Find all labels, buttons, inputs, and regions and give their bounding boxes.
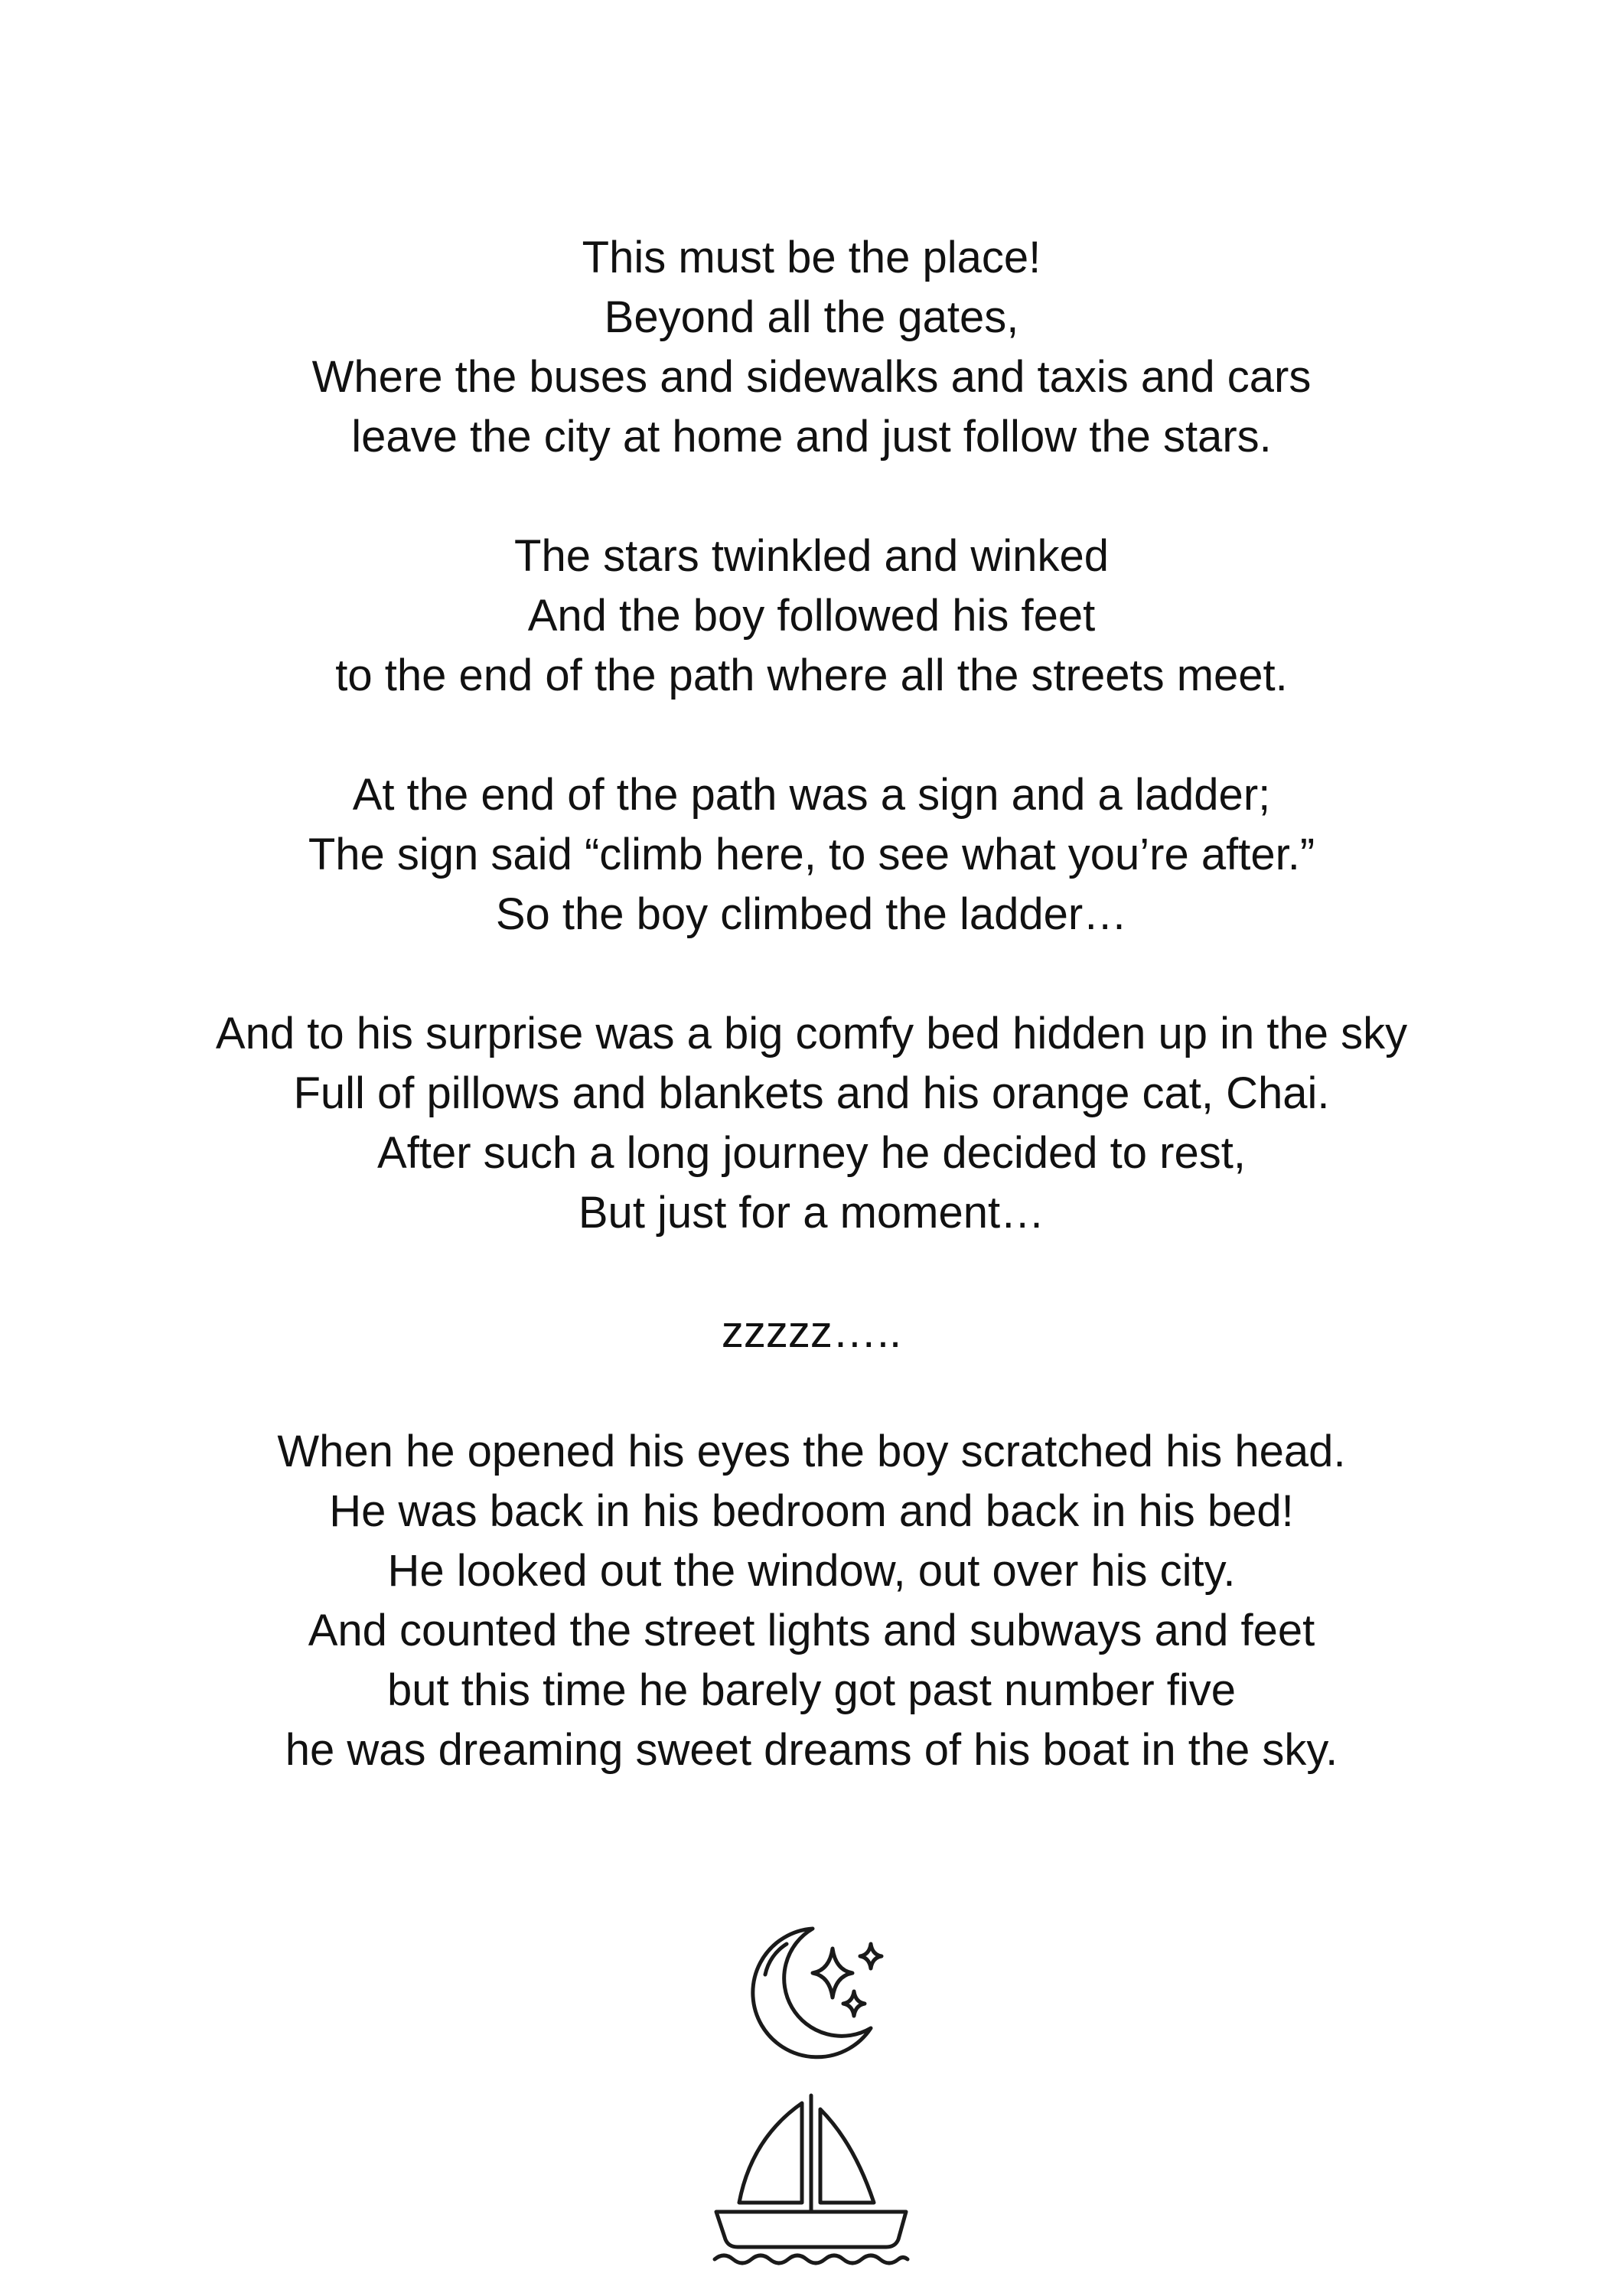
poem-line: So the boy climbed the ladder…: [495, 889, 1128, 939]
stanza: [0, 228, 1623, 467]
stanza: [0, 527, 1623, 706]
moon-and-stars-icon: [742, 1913, 895, 2066]
poem-line: The sign said “climb here, to see what you’re after.”: [308, 830, 1315, 879]
star-small-bottom: [843, 1991, 865, 2016]
poem-line: Where the buses and sidewalks and taxis and cars: [311, 352, 1312, 402]
illustration: [0, 1913, 1623, 2273]
poem-line: Beyond all the gates,: [604, 292, 1019, 342]
poem-line: After such a long journey he decided to rest,: [377, 1128, 1246, 1178]
left-sail: [739, 2103, 802, 2203]
hull: [716, 2212, 906, 2247]
poem-line: When he opened his eyes the boy scratched his head.: [277, 1427, 1346, 1476]
star-small-top: [860, 1944, 882, 1968]
waves: [715, 2255, 908, 2263]
poem-line: Full of pillows and blankets and his orange cat, Chai.: [293, 1068, 1330, 1118]
poem-line: And to his surprise was a big comfy bed hidden up in the sky: [215, 1009, 1408, 1058]
poem-line: He looked out the window, out over his city.: [387, 1546, 1236, 1596]
poem-line: And the boy followed his feet: [527, 591, 1096, 641]
poem-text: [0, 228, 1623, 1840]
poem-line: but this time he barely got past number five: [386, 1665, 1237, 1715]
poem-line: This must be the place!: [582, 233, 1041, 282]
sailboat-icon: [712, 2089, 911, 2265]
stanza: [0, 1303, 1623, 1362]
poem-line: And counted the street lights and subways and feet: [308, 1606, 1315, 1655]
stanza: [0, 1004, 1623, 1243]
poem-line: he was dreaming sweet dreams of his boat in the sky.: [285, 1725, 1338, 1775]
poem-line: At the end of the path was a sign and a ladder;: [352, 770, 1271, 820]
poem-line: But just for a moment…: [578, 1188, 1045, 1238]
star-large: [813, 1949, 852, 1998]
right-sail: [820, 2109, 874, 2203]
poem-line: The stars twinkled and winked: [514, 531, 1109, 581]
stanza: [0, 765, 1623, 944]
poem-line: zzzzz…..: [721, 1307, 902, 1357]
poem-line: He was back in his bedroom and back in his bed!: [329, 1486, 1294, 1536]
stanza: [0, 1422, 1623, 1780]
poem-line: to the end of the path where all the streets meet.: [335, 651, 1288, 700]
poem-line: leave the city at home and just follow the stars.: [351, 412, 1272, 461]
